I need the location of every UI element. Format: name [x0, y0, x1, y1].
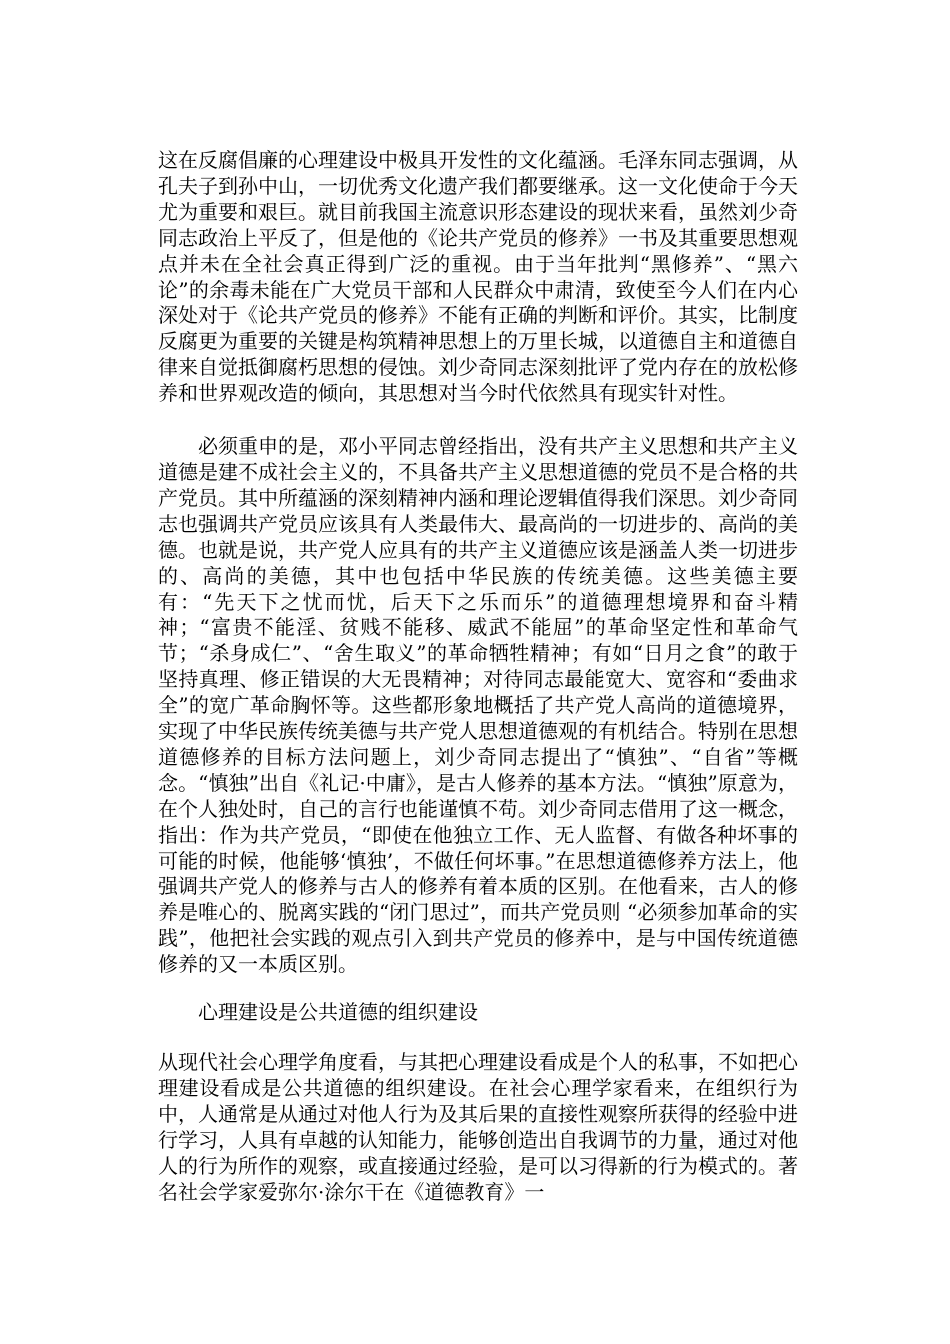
paragraph-social-psychology: 从现代社会心理学角度看，与其把心理建设看成是个人的私事，不如把心理建设看成是公共道德的组织建设。在社会心理学家看来，在组织行为中，人通常是从通过对他人行为及其后果的直接性观察所获得的经验中进行学习，人具有卓越的认知能力，能够创造出自我调节的力量，通过对他人的行为所作的观察，或直接通过经验，是可以习得新的行为模式的。著名社会学家爱弥尔·涂尔干在《道德教育》一 [158, 1050, 798, 1204]
paragraph-cultural-mission: 这在反腐倡廉的心理建设中极具开发性的文化蕴涵。毛泽东同志强调，从孔夫子到孙中山，一切优秀文化遗产我们都要继承。这一文化使命于今天尤为重要和艰巨。就目前我国主流意识形态建设的现状来看，虽然刘少奇同志政治上平反了，但是他的《论共产党员的修养》一书及其重要思想观点并未在全社会真正得到广泛的重视。由于当年批判“黑修养”、“黑六论”的余毒未能在广大党员干部和人民群众中肃清，致使至今人们在内心深处对于《论共产党员的修养》不能有正确的判断和评价。其实，比制度反腐更为重要的关键是构筑精神思想上的万里长城，以道德自主和道德自律来自觉抵御腐朽思想的侵蚀。刘少奇同志深刻批评了党内存在的放松修养和世界观改造的倾向，其思想对当今时代依然具有现实针对性。 [158, 148, 798, 406]
document-body [158, 148, 798, 1205]
section-heading: 心理建设是公共道德的组织建设 [198, 1000, 478, 1025]
paragraph-communist-morality: 必须重申的是，邓小平同志曾经指出，没有共产主义思想和共产主义道德是建不成社会主义的，不具备共产主义思想道德的党员不是合格的共产党员。其中所蕴涵的深刻精神内涵和理论逻辑值得我们深思。刘少奇同志也强调共产党员应该具有人类最伟大、最高尚的一切进步的、高尚的美德。也就是说，共产党人应具有的共产主义道德应该是涵盖人类一切进步的、高尚的美德，其中也包括中华民族的传统美德。这些美德主要有：“先天下之忧而忧，后天下之乐而乐”的道德理想境界和奋斗精神；“富贵不能淫、贫贱不能移、威武不能屈”的革命坚定性和革命气节；“杀身成仁”、“舍生取义”的革命牺牲精神；有如“日月之食”的敢于坚持真理、修正错误的大无畏精神；对待同志最能宽大、宽容和“委曲求全”的宽广革命胸怀等。这些都形象地概括了共产党人高尚的道德境界，实现了中华民族传统美德与共产党人思想道德观的有机结合。特别在思想道德修养的目标方法问题上，刘少奇同志提出了“慎独”、“自省”等概念。“慎独”出自《礼记·中庸》，是古人修养的基本方法。“慎独”原意为，在个人独处时，自己的言行也能谨慎不苟。刘少奇同志借用了这一概念，指出：作为共产党员，“即使在他独立工作、无人监督、有做各种坏事的可能的时候，他能够‘慎独’，不做任何坏事。”在思想道德修养方法上，他强调共产党人的修养与古人的修养有着本质的区别。在他看来，古人的修养是唯心的、脱离实践的“闭门思过”，而共产党员则 “必须参加革命的实践”，他把社会实践的观点引入到共产党员的修养中，是与中国传统道德修养的又一本质区别。 [158, 434, 798, 977]
